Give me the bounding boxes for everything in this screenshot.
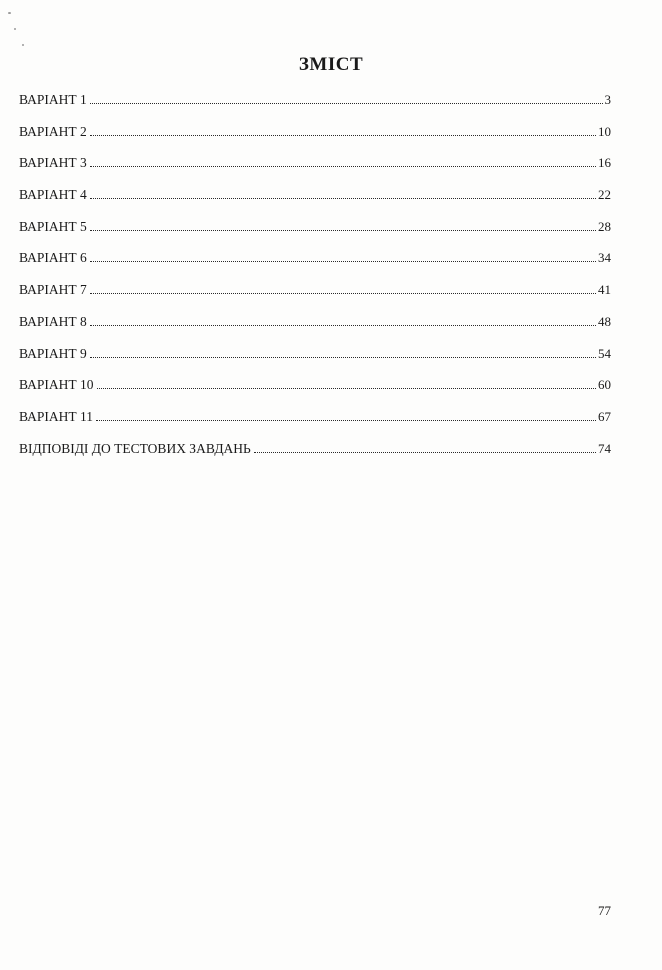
toc-entry-label: ВАРІАНТ 2 bbox=[19, 123, 87, 139]
toc-entry bbox=[19, 250, 611, 282]
toc-entry bbox=[19, 155, 611, 187]
page-title: ЗМІСТ bbox=[298, 54, 364, 75]
toc-entry-label: ВАРІАНТ 3 bbox=[19, 155, 87, 171]
toc-dot-leader bbox=[97, 388, 596, 389]
toc-dot-leader bbox=[90, 166, 596, 167]
toc-entry bbox=[19, 409, 611, 441]
toc-entry-page: 54 bbox=[598, 345, 611, 361]
toc-entry-label: ВАРІАНТ 1 bbox=[19, 92, 87, 107]
toc-entry-label: ВАРІАНТ 6 bbox=[19, 250, 87, 266]
toc-entry-page: 60 bbox=[598, 377, 611, 393]
toc-entry bbox=[19, 92, 611, 124]
scan-speck bbox=[8, 12, 11, 14]
toc-entry-label: ВАРІАНТ 4 bbox=[19, 187, 87, 203]
toc-entry-page: 28 bbox=[598, 218, 611, 234]
toc-dot-leader bbox=[254, 452, 596, 453]
toc-entry bbox=[19, 314, 611, 346]
toc-entry-label: ВАРІАНТ 9 bbox=[19, 345, 87, 361]
toc-entry-page: 22 bbox=[598, 187, 611, 203]
toc-entry bbox=[19, 377, 611, 409]
toc-entry-page: 41 bbox=[598, 282, 611, 298]
toc-dot-leader bbox=[90, 103, 603, 104]
toc-entry-page: 74 bbox=[598, 440, 611, 456]
toc-dot-leader bbox=[90, 261, 596, 262]
toc-entry-page: 3 bbox=[604, 92, 611, 107]
toc-entry bbox=[19, 346, 611, 378]
toc-entry bbox=[19, 219, 611, 251]
toc-entry-label: ВАРІАНТ 7 bbox=[19, 282, 87, 298]
toc-entry-label: ВАРІАНТ 10 bbox=[19, 377, 94, 393]
toc-dot-leader bbox=[96, 420, 596, 421]
toc-entry bbox=[19, 124, 611, 156]
scan-speck bbox=[22, 44, 24, 46]
toc-dot-leader bbox=[90, 357, 596, 358]
toc-dot-leader bbox=[90, 135, 596, 136]
table-of-contents bbox=[19, 92, 611, 472]
toc-entry bbox=[19, 441, 611, 473]
toc-entry-page: 48 bbox=[598, 313, 611, 329]
toc-entry-page: 34 bbox=[598, 250, 611, 266]
page-number: 77 bbox=[598, 903, 611, 918]
toc-entry-page: 16 bbox=[598, 155, 611, 171]
toc-entry-label: ВАРІАНТ 8 bbox=[19, 313, 87, 329]
toc-dot-leader bbox=[90, 198, 596, 199]
toc-entry-page: 67 bbox=[598, 408, 611, 424]
toc-dot-leader bbox=[90, 230, 596, 231]
toc-entry-label: ВІДПОВІДІ ДО ТЕСТОВИХ ЗАВДАНЬ bbox=[19, 440, 251, 456]
toc-dot-leader bbox=[90, 325, 596, 326]
toc-entry-label: ВАРІАНТ 5 bbox=[19, 218, 87, 234]
toc-entry-page: 10 bbox=[598, 123, 611, 139]
toc-entry bbox=[19, 282, 611, 314]
toc-entry-label: ВАРІАНТ 11 bbox=[19, 408, 94, 424]
scan-speck bbox=[14, 28, 16, 30]
toc-dot-leader bbox=[90, 293, 596, 294]
toc-entry bbox=[19, 187, 611, 219]
